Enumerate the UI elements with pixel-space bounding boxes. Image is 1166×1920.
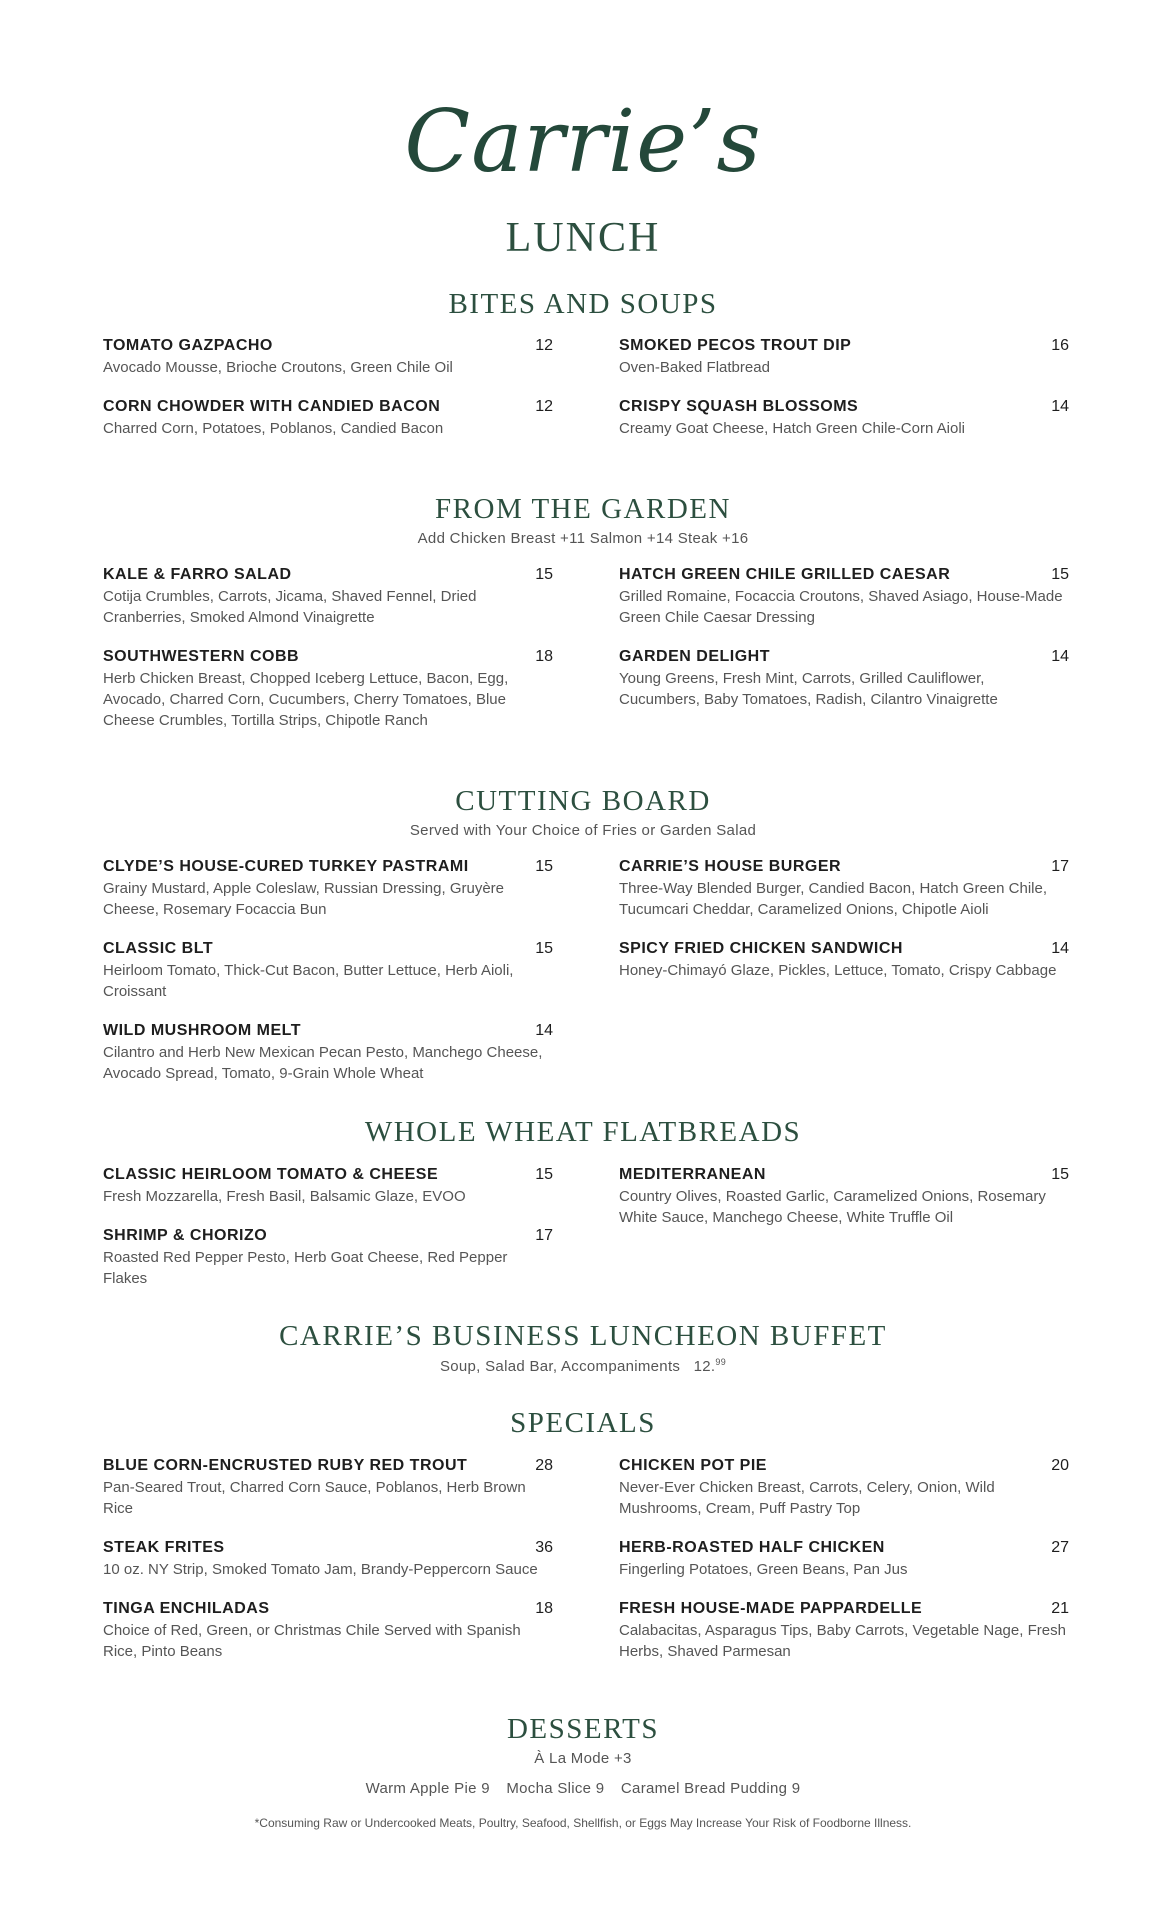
menu-item-header <box>103 1022 553 1040</box>
menu-item <box>103 566 553 628</box>
menu-item-header <box>103 1227 553 1245</box>
menu-item-header <box>103 648 553 666</box>
menu-item <box>619 940 1069 981</box>
bites-left-column <box>103 337 553 459</box>
menu-item <box>103 648 553 731</box>
bites-right-column <box>619 337 1069 459</box>
menu-item <box>619 1166 1069 1228</box>
menu-item-price: 18 <box>535 1600 553 1617</box>
menu-item-name: STEAK FRITES <box>103 1539 225 1556</box>
dessert-item: Caramel Bread Pudding 9 <box>620 1780 801 1797</box>
menu-item-description: Fresh Mozzarella, Fresh Basil, Balsamic Glaze, EVOO <box>103 1188 466 1205</box>
menu-item <box>103 1457 553 1519</box>
menu-item <box>103 1600 553 1662</box>
menu-item <box>103 1166 553 1207</box>
menu-item <box>619 1539 1069 1580</box>
menu-item-name: SPICY FRIED CHICKEN SANDWICH <box>619 940 903 957</box>
menu-item-header <box>619 1457 1069 1475</box>
menu-item-header <box>103 1539 553 1557</box>
menu-item-price: 17 <box>535 1227 553 1244</box>
menu-title: LUNCH <box>505 215 661 261</box>
menu-item <box>103 940 553 1002</box>
menu-item-price: 21 <box>1051 1600 1069 1617</box>
menu-item-name: CHICKEN POT PIE <box>619 1457 767 1474</box>
section-subtitle-buffet <box>0 1357 1166 1375</box>
flatbreads-left-column <box>103 1166 553 1309</box>
section-subtitle-cutting: Served with Your Choice of Fries or Garden Salad <box>409 822 757 839</box>
menu-item-name: CARRIE’S HOUSE BURGER <box>619 858 842 875</box>
menu-item-header <box>103 940 553 958</box>
menu-item-name: KALE & FARRO SALAD <box>103 566 292 583</box>
menu-item-header <box>103 1600 553 1618</box>
menu-item-header <box>619 1600 1069 1618</box>
specials-left-column <box>103 1457 553 1682</box>
section-title-bites: BITES AND SOUPS <box>448 288 718 320</box>
menu-item-name: SOUTHWESTERN COBB <box>103 648 300 665</box>
menu-item-price: 14 <box>535 1022 553 1039</box>
menu-item-price: 16 <box>1051 337 1069 354</box>
menu-item-description: Oven-Baked Flatbread <box>619 359 770 376</box>
menu-item-name: WILD MUSHROOM MELT <box>103 1022 302 1039</box>
menu-item-header <box>619 648 1069 666</box>
menu-item-name: CLASSIC HEIRLOOM TOMATO & CHEESE <box>103 1166 439 1183</box>
menu-item-name: CORN CHOWDER WITH CANDIED BACON <box>103 398 441 415</box>
menu-item-header <box>103 858 553 876</box>
menu-item-header <box>619 1166 1069 1184</box>
food-safety-footnote: *Consuming Raw or Undercooked Meats, Poultry, Seafood, Shellfish, or Eggs May Increase Your Risk of Foodborne Illness. <box>254 1816 912 1830</box>
menu-item-header <box>619 940 1069 958</box>
section-title-cutting: CUTTING BOARD <box>455 785 711 817</box>
menu-item-price: 15 <box>535 1166 553 1183</box>
section-title-flatbreads: WHOLE WHEAT FLATBREADS <box>364 1116 802 1148</box>
menu-item-price: 36 <box>535 1539 553 1556</box>
menu-item-description: Honey-Chimayó Glaze, Pickles, Lettuce, Tomato, Crispy Cabbage <box>619 962 1057 979</box>
menu-item-price: 20 <box>1051 1457 1069 1474</box>
menu-item-description: Pan-Seared Trout, Charred Corn Sauce, Poblanos, Herb Brown Rice <box>103 1479 526 1517</box>
menu-item-name: TOMATO GAZPACHO <box>103 337 273 354</box>
section-title-specials: SPECIALS <box>510 1407 656 1439</box>
menu-item-price: 15 <box>535 858 553 875</box>
menu-item-description: Country Olives, Roasted Garlic, Caramelized Onions, Rosemary White Sauce, Manchego Cheese, White Truffle Oil <box>619 1188 1046 1226</box>
menu-item-header <box>619 858 1069 876</box>
garden-right-column <box>619 566 1069 730</box>
menu-item-description: Creamy Goat Cheese, Hatch Green Chile-Corn Aioli <box>619 420 965 437</box>
menu-item-description: Cotija Crumbles, Carrots, Jicama, Shaved Fennel, Dried Cranberries, Smoked Almond Vinaigrette <box>103 588 477 626</box>
menu-item-price: 15 <box>535 566 553 583</box>
section-title-garden: FROM THE GARDEN <box>435 493 731 525</box>
menu-item <box>619 1600 1069 1662</box>
menu-item-description: Cilantro and Herb New Mexican Pecan Pesto, Manchego Cheese, Avocado Spread, Tomato, 9-Grain Whole Wheat <box>103 1044 543 1082</box>
menu-item-description: Never-Ever Chicken Breast, Carrots, Celery, Onion, Wild Mushrooms, Cream, Puff Pastry Top <box>619 1479 995 1517</box>
menu-item-name: FRESH HOUSE-MADE PAPPARDELLE <box>619 1600 923 1617</box>
menu-item-price: 14 <box>1051 940 1069 957</box>
menu-item-price: 12 <box>535 398 553 415</box>
flatbreads-right-column <box>619 1166 1069 1248</box>
menu-item-price: 14 <box>1051 398 1069 415</box>
buffet-price: 12.99 <box>693 1357 727 1375</box>
restaurant-logo: Carrie’s <box>404 92 762 192</box>
menu-item-header <box>103 1166 553 1184</box>
section-title-buffet: CARRIE’S BUSINESS LUNCHEON BUFFET <box>279 1320 887 1352</box>
section-title-desserts: DESSERTS <box>506 1713 660 1745</box>
menu-item-price: 28 <box>535 1457 553 1474</box>
menu-item <box>103 398 553 439</box>
menu-item-name: SMOKED PECOS TROUT DIP <box>619 337 852 354</box>
menu-item-header <box>103 566 553 584</box>
garden-left-column <box>103 566 553 751</box>
menu-item-description: Choice of Red, Green, or Christmas Chile Served with Spanish Rice, Pinto Beans <box>103 1622 521 1660</box>
dessert-list <box>0 1780 1166 1797</box>
menu-item-name: CRISPY SQUASH BLOSSOMS <box>619 398 859 415</box>
menu-item-description: Grilled Romaine, Focaccia Croutons, Shaved Asiago, House-Made Green Chile Caesar Dressing <box>619 588 1063 626</box>
menu-item-description: Three-Way Blended Burger, Candied Bacon, Hatch Green Chile, Tucumcari Cheddar, Caramelized Onions, Chipotle Aioli <box>619 880 1048 918</box>
menu-item <box>103 1022 553 1084</box>
menu-item-name: CLYDE’S HOUSE-CURED TURKEY PASTRAMI <box>103 858 469 875</box>
section-subtitle-desserts: À La Mode +3 <box>534 1750 632 1767</box>
menu-item-price: 15 <box>1051 1166 1069 1183</box>
menu-item-header <box>619 398 1069 416</box>
menu-item-name: CLASSIC BLT <box>103 940 214 957</box>
menu-item-name: BLUE CORN-ENCRUSTED RUBY RED TROUT <box>103 1457 468 1474</box>
menu-item-description: Grainy Mustard, Apple Coleslaw, Russian Dressing, Gruyère Cheese, Rosemary Focaccia Bun <box>103 880 505 918</box>
menu-item-name: GARDEN DELIGHT <box>619 648 770 665</box>
menu-item-price: 27 <box>1051 1539 1069 1556</box>
specials-right-column <box>619 1457 1069 1682</box>
menu-item-description: Calabacitas, Asparagus Tips, Baby Carrots, Vegetable Nage, Fresh Herbs, Shaved Parmesan <box>619 1622 1066 1660</box>
menu-item <box>619 858 1069 920</box>
menu-item-header <box>103 1457 553 1475</box>
menu-item-description: Charred Corn, Potatoes, Poblanos, Candied Bacon <box>103 420 444 437</box>
menu-item-price: 18 <box>535 648 553 665</box>
cutting-right-column <box>619 858 1069 1001</box>
menu-item <box>103 337 553 378</box>
menu-item <box>103 1539 553 1580</box>
menu-item-name: HERB-ROASTED HALF CHICKEN <box>619 1539 885 1556</box>
menu-item-header <box>103 398 553 416</box>
menu-item-header <box>619 1539 1069 1557</box>
menu-item <box>619 398 1069 439</box>
dessert-item: Mocha Slice 9 <box>506 1780 605 1797</box>
menu-item-description: Herb Chicken Breast, Chopped Iceberg Lettuce, Bacon, Egg, Avocado, Charred Corn, Cucumbers, Cherry Tomatoes, Blue Cheese Crumbles, Tortilla Strips, Chipotle Ranch <box>103 670 509 729</box>
menu-item-description: Young Greens, Fresh Mint, Carrots, Grilled Cauliflower, Cucumbers, Baby Tomatoes, Radish, Cilantro Vinaigrette <box>619 670 998 708</box>
menu-item-name: SHRIMP & CHORIZO <box>103 1227 268 1244</box>
menu-item <box>619 566 1069 628</box>
menu-item-name: TINGA ENCHILADAS <box>103 1600 270 1617</box>
menu-item-header <box>103 337 553 355</box>
menu-item-description: Roasted Red Pepper Pesto, Herb Goat Cheese, Red Pepper Flakes <box>103 1249 508 1287</box>
menu-item <box>619 648 1069 710</box>
menu-item <box>619 1457 1069 1519</box>
menu-item-price: 15 <box>535 940 553 957</box>
menu-item-header <box>619 337 1069 355</box>
menu-item-price: 12 <box>535 337 553 354</box>
menu-item <box>103 858 553 920</box>
menu-item <box>103 1227 553 1289</box>
menu-item <box>619 337 1069 378</box>
menu-item-price: 17 <box>1051 858 1069 875</box>
dessert-item: Warm Apple Pie 9 <box>365 1780 490 1797</box>
menu-item-header <box>619 566 1069 584</box>
menu-item-price: 14 <box>1051 648 1069 665</box>
menu-item-price: 15 <box>1051 566 1069 583</box>
menu-item-name: MEDITERRANEAN <box>619 1166 766 1183</box>
menu-item-name: HATCH GREEN CHILE GRILLED CAESAR <box>619 566 951 583</box>
cutting-left-column <box>103 858 553 1104</box>
buffet-description: Soup, Salad Bar, Accompaniments <box>439 1358 681 1375</box>
section-subtitle-garden: Add Chicken Breast +11 Salmon +14 Steak +16 <box>417 530 749 547</box>
menu-item-description: Heirloom Tomato, Thick-Cut Bacon, Butter Lettuce, Herb Aioli, Croissant <box>103 962 514 1000</box>
menu-item-description: Avocado Mousse, Brioche Croutons, Green Chile Oil <box>103 359 453 376</box>
menu-item-description: 10 oz. NY Strip, Smoked Tomato Jam, Brandy-Peppercorn Sauce <box>103 1561 538 1578</box>
menu-item-description: Fingerling Potatoes, Green Beans, Pan Jus <box>619 1561 908 1578</box>
